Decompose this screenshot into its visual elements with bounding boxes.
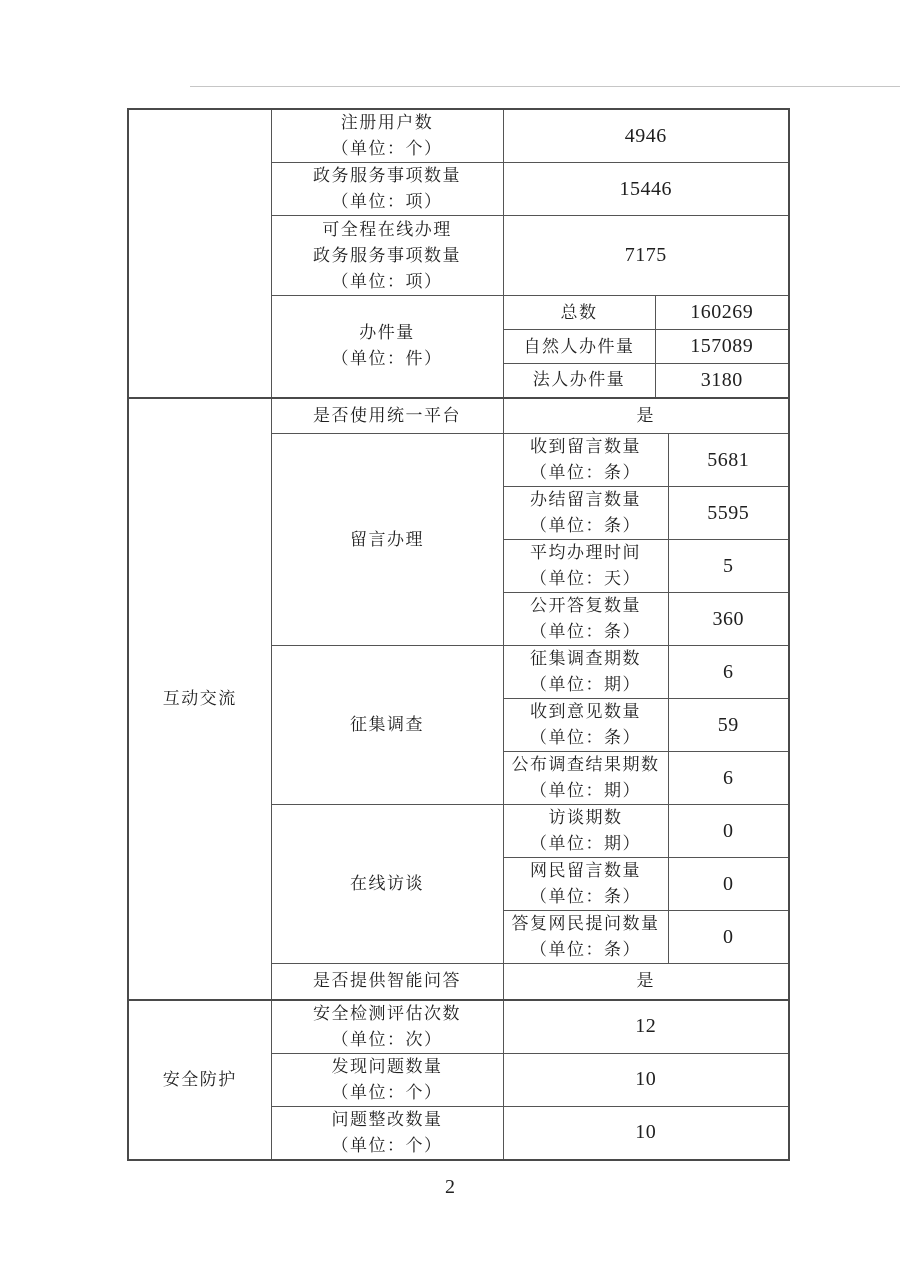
- row-unit-text: （单位：个）: [331, 1082, 443, 1102]
- row-label: 是否使用统一平台: [271, 398, 503, 434]
- row-value: 12: [503, 1000, 789, 1054]
- row-label-text: 政务服务事项数量: [313, 245, 461, 265]
- sub-row-label: 总数: [503, 296, 655, 330]
- scan-artifact-line: [190, 86, 900, 87]
- sub-row-value: 0: [668, 805, 789, 858]
- group-cell-interaction: 互动交流: [128, 398, 271, 1000]
- sub-row-value: 157089: [655, 330, 789, 364]
- sub-row-value: 59: [668, 699, 789, 752]
- row-unit-text: （单位：次）: [331, 1029, 443, 1049]
- sub-row-label: 法人办件量: [503, 364, 655, 398]
- row-unit-text: （单位：期）: [530, 675, 641, 694]
- row-label: [271, 163, 503, 216]
- statistics-table: [127, 108, 790, 1161]
- sub-row-label: [503, 487, 668, 540]
- sub-row-label: [503, 805, 668, 858]
- sub-row-label: [503, 593, 668, 646]
- sub-row-label: [503, 646, 668, 699]
- row-unit-text: （单位：条）: [530, 887, 641, 906]
- row-unit-text: （单位：条）: [530, 463, 641, 482]
- row-label-text: 问题整改数量: [331, 1109, 443, 1129]
- row-unit-text: （单位：条）: [530, 940, 641, 959]
- row-label: [271, 216, 503, 296]
- row-label-text: 办结留言数量: [530, 490, 641, 509]
- sub-row-value: 5681: [668, 434, 789, 487]
- group-cell-continued: [128, 109, 271, 398]
- row-label-text: 政务服务事项数量: [313, 166, 461, 185]
- row-unit-text: （单位：天）: [530, 569, 641, 588]
- row-unit-text: （单位：件）: [331, 349, 443, 369]
- row-value: 是: [503, 398, 789, 434]
- case-volume-label: [271, 296, 503, 398]
- sub-row-value: 3180: [655, 364, 789, 398]
- row-unit-text: （单位：个）: [331, 139, 443, 158]
- page-number: 2: [445, 1176, 455, 1198]
- row-label-text: 征集调查期数: [530, 649, 641, 668]
- row-unit-text: （单位：项）: [331, 192, 443, 211]
- row-label-text: 安全检测评估次数: [313, 1003, 461, 1023]
- message-handling-label: 留言办理: [271, 434, 503, 646]
- sub-row-label: [503, 911, 668, 964]
- row-value: 7175: [503, 216, 789, 296]
- row-unit-text: （单位：条）: [530, 728, 641, 747]
- row-label-text: 收到留言数量: [530, 437, 641, 456]
- sub-row-label: [503, 752, 668, 805]
- row-value: 15446: [503, 163, 789, 216]
- sub-row-label: [503, 434, 668, 487]
- row-label-text: 可全程在线办理: [322, 219, 452, 239]
- row-label-text: 网民留言数量: [530, 861, 641, 880]
- row-label-text: 注册用户数: [340, 113, 434, 132]
- sub-row-value: 5595: [668, 487, 789, 540]
- row-value: 是: [503, 964, 789, 1000]
- sub-row-value: 6: [668, 752, 789, 805]
- row-label: [271, 1106, 503, 1160]
- row-unit-text: （单位：个）: [331, 1135, 443, 1155]
- survey-label: 征集调查: [271, 646, 503, 805]
- row-value: 4946: [503, 109, 789, 163]
- row-label: [271, 1053, 503, 1106]
- row-label-text: 发现问题数量: [331, 1056, 443, 1076]
- row-label: [271, 1000, 503, 1054]
- sub-row-value: 0: [668, 858, 789, 911]
- sub-row-value: 0: [668, 911, 789, 964]
- interview-label: 在线访谈: [271, 805, 503, 964]
- sub-row-label: [503, 858, 668, 911]
- row-label-text: 答复网民提问数量: [511, 914, 660, 933]
- sub-row-value: 5: [668, 540, 789, 593]
- row-value: 10: [503, 1053, 789, 1106]
- sub-row-label: [503, 699, 668, 752]
- group-cell-security: 安全防护: [128, 1000, 271, 1160]
- row-unit-text: （单位：期）: [530, 834, 641, 853]
- row-label-text: 访谈期数: [548, 808, 623, 827]
- row-label: [271, 109, 503, 163]
- row-label-text: 收到意见数量: [530, 702, 641, 721]
- sub-row-value: 6: [668, 646, 789, 699]
- row-label-text: 办件量: [359, 323, 415, 343]
- row-unit-text: （单位：条）: [530, 622, 641, 641]
- row-label-text: 公布调查结果期数: [511, 755, 660, 774]
- sub-row-value: 160269: [655, 296, 789, 330]
- row-label: 是否提供智能问答: [271, 964, 503, 1000]
- sub-row-label: 自然人办件量: [503, 330, 655, 364]
- sub-row-label: [503, 540, 668, 593]
- row-unit-text: （单位：项）: [331, 271, 443, 291]
- row-label-text: 公开答复数量: [530, 596, 641, 615]
- sub-row-value: 360: [668, 593, 789, 646]
- row-unit-text: （单位：期）: [530, 781, 641, 800]
- row-label-text: 平均办理时间: [530, 543, 641, 562]
- row-unit-text: （单位：条）: [530, 516, 641, 535]
- row-value: 10: [503, 1106, 789, 1160]
